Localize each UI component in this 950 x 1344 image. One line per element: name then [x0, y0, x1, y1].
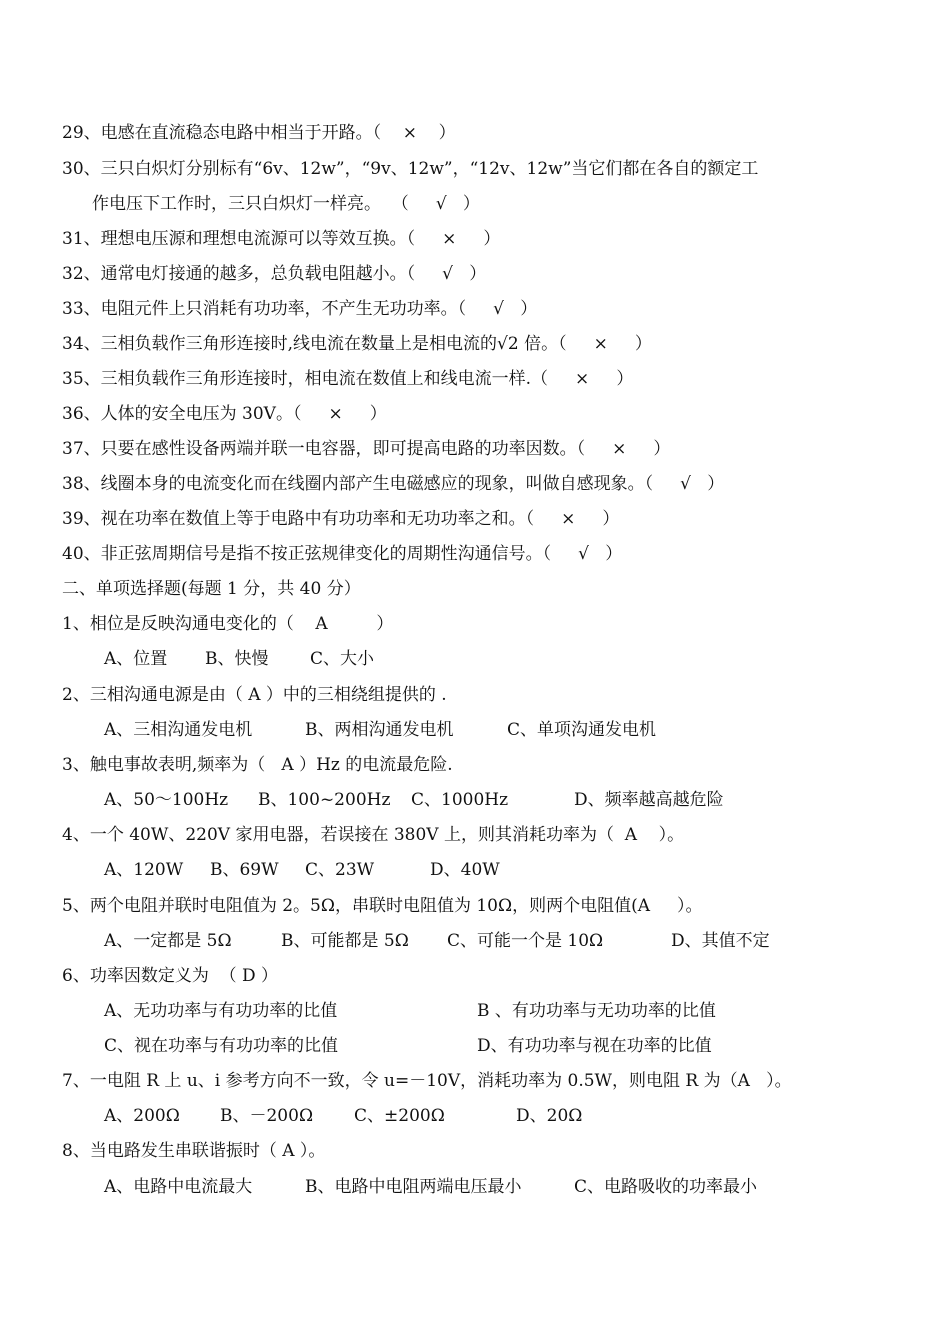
question-1-option-b: B、快慢	[205, 649, 269, 669]
question-1-option-a: A、位置	[104, 649, 168, 669]
question-4-stem: 4、一个 40W、220V 家用电器，若误接在 380V 上，则其消耗功率为（ A ）。	[62, 825, 685, 845]
judgment-item-37: 37、只要在感性设备两端并联一电容器，即可提高电路的功率因数。（ × ）	[62, 439, 671, 459]
question-8-option-b: B、电路中电阻两端电压最小	[305, 1177, 522, 1197]
question-5-option-d: D、其值不定	[671, 931, 770, 951]
question-1-stem: 1、相位是反映沟通电变化的（ A ）	[62, 614, 394, 634]
question-7-option-d: D、20Ω	[516, 1106, 583, 1126]
judgment-item-30: 30、三只白炽灯分别标有“6v、12w”，“9v、12w”，“12v、12w”当它们都在各自的额定工	[62, 159, 759, 179]
question-8-option-a: A、电路中电流最大	[104, 1177, 253, 1197]
judgment-item-33: 33、电阻元件上只消耗有功功率，不产生无功功率。（ √ ）	[62, 299, 538, 319]
question-3-option-b: B、100~200Hz	[258, 790, 391, 810]
judgment-item-31: 31、理想电压源和理想电流源可以等效互换。（ × ）	[62, 229, 501, 249]
section-title: 二、单项选择题(每题 1 分，共 40 分）	[62, 579, 361, 599]
question-8-stem: 8、当电路发生串联谐振时（ A ）。	[62, 1141, 326, 1161]
judgment-item-34: 34、三相负载作三角形连接时,线电流在数量上是相电流的√2 倍。（ × ）	[62, 334, 652, 354]
question-3-option-c: C、1000Hz	[411, 790, 509, 810]
question-7-option-c: C、±200Ω	[354, 1106, 445, 1126]
question-3-option-d: D、频率越高越危险	[574, 790, 724, 810]
judgment-item-29: 29、电感在直流稳态电路中相当于开路。（ × ）	[62, 123, 456, 143]
question-2-stem: 2、三相沟通电源是由（ A ）中的三相绕组提供的 .	[62, 685, 447, 705]
question-4-option-d: D、40W	[430, 860, 500, 880]
question-5-option-c: C、可能一个是 10Ω	[447, 931, 604, 951]
question-1-option-c: C、大小	[310, 649, 375, 669]
question-5-option-a: A、一定都是 5Ω	[104, 931, 232, 951]
question-7-option-a: A、200Ω	[104, 1106, 180, 1126]
question-3-option-a: A、50～100Hz	[104, 790, 229, 810]
question-4-option-b: B、69W	[210, 860, 279, 880]
question-2-option-b: B、两相沟通发电机	[305, 720, 454, 740]
question-6-stem: 6、功率因数定义为 （ D ）	[62, 966, 279, 986]
question-6-option-b: B 、有功功率与无功功率的比值	[477, 1001, 716, 1021]
judgment-item-32: 32、通常电灯接通的越多，总负载电阻越小。（ √ ）	[62, 264, 487, 284]
question-7-stem: 7、一电阻 R 上 u、i 参考方向不一致，令 u=－10V，消耗功率为 0.5W，则电阻 R 为（A ）。	[62, 1071, 792, 1091]
question-5-option-b: B、可能都是 5Ω	[281, 931, 409, 951]
judgment-item-38: 38、线圈本身的电流变化而在线圈内部产生电磁感应的现象，叫做自感现象。（ √ ）	[62, 474, 725, 494]
question-4-option-a: A、120W	[104, 860, 184, 880]
question-3-stem: 3、触电事故表明,频率为（ A ）Hz 的电流最危险.	[62, 755, 453, 775]
question-8-option-c: C、电路吸收的功率最小	[574, 1177, 758, 1197]
question-7-option-b: B、－200Ω	[220, 1106, 314, 1126]
question-6-option-d: D、有功功率与视在功率的比值	[477, 1036, 712, 1056]
question-5-stem: 5、两个电阻并联时电阻值为 2。5Ω，串联时电阻值为 10Ω，则两个电阻值(A ）。	[62, 896, 703, 916]
question-4-option-c: C、23W	[305, 860, 375, 880]
question-2-option-a: A、三相沟通发电机	[104, 720, 253, 740]
judgment-item-35: 35、三相负载作三角形连接时，相电流在数值上和线电流一样.（ × ）	[62, 369, 634, 389]
judgment-item-30-cont: 作电压下工作时，三只白炽灯一样亮。 （ √ ）	[92, 194, 480, 214]
judgment-item-39: 39、视在功率在数值上等于电路中有功功率和无功功率之和。（ × ）	[62, 509, 620, 529]
judgment-item-40: 40、非正弦周期信号是指不按正弦规律变化的周期性沟通信号。（ √ ）	[62, 544, 623, 564]
question-6-option-c: C、视在功率与有功功率的比值	[104, 1036, 339, 1056]
judgment-item-36: 36、人体的安全电压为 30V。（ × ）	[62, 404, 387, 424]
question-2-option-c: C、单项沟通发电机	[507, 720, 657, 740]
question-6-option-a: A、无功功率与有功功率的比值	[104, 1001, 338, 1021]
